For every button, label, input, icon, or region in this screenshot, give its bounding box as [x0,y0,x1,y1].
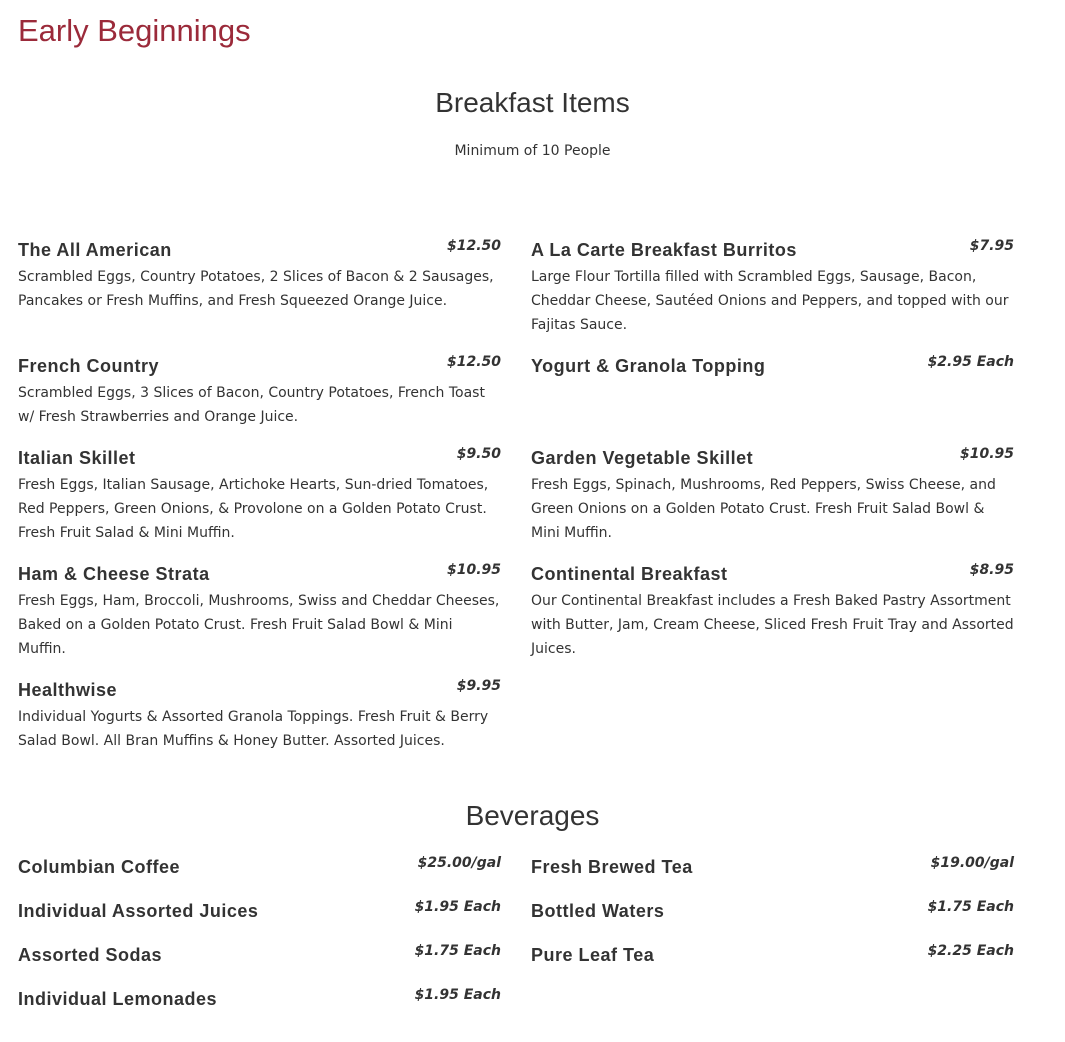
item-name: Fresh Brewed Tea [531,857,693,877]
menu-item-garden-vegetable-skillet [531,446,1014,545]
item-name: Garden Vegetable Skillet [531,448,754,468]
beverage-columbian-coffee [18,855,501,879]
item-price: $12.50 [446,354,501,370]
item-description: Large Flour Tortilla filled with Scrambled Eggs, Sausage, Bacon, Cheddar Cheese, Sautéed Onions and Peppers, and topped with our Fajitas Sauce. [531,269,1009,333]
beverages-section-title: Beverages [465,800,600,831]
menu-item-yogurt-granola-topping [531,354,1014,378]
item-description: Fresh Eggs, Spinach, Mushrooms, Red Peppers, Swiss Cheese, and Green Onions on a Golden Potato Crust. Fresh Fruit Salad Bowl & Mini Muffin. [531,477,996,541]
item-price: $2.25 Each [927,943,1014,959]
breakfast-subtitle: Minimum of 10 People [454,143,611,159]
item-name: Ham & Cheese Strata [18,564,210,584]
item-name: Columbian Coffee [18,857,181,877]
item-price: $7.95 [969,238,1014,254]
menu-item-the-all-american [18,238,501,313]
menu-item-french-country [18,354,501,429]
item-price: $10.95 [446,562,501,578]
item-description: Fresh Eggs, Italian Sausage, Artichoke Hearts, Sun-dried Tomatoes, Red Peppers, Green Onions, & Provolone on a Golden Potato Crust. Fresh Fruit Salad & Mini Muffin. [18,477,489,541]
menu-item-continental-breakfast [531,562,1014,661]
item-price: $25.00/gal [417,855,501,871]
beverage-fresh-brewed-tea [531,855,1014,879]
item-price: $19.00/gal [930,855,1014,871]
beverage-assorted-sodas [18,943,501,967]
item-name: Italian Skillet [18,448,136,468]
item-price: $1.95 Each [414,987,501,1003]
item-name: Continental Breakfast [531,564,728,584]
menu-item-a-la-carte-breakfast-burritos [531,238,1014,337]
item-name: Individual Lemonades [18,989,218,1009]
item-price: $10.95 [959,446,1014,462]
beverage-individual-assorted-juices [18,899,501,923]
beverage-individual-lemonades [18,987,501,1011]
menu-item-ham-cheese-strata [18,562,501,661]
item-name: Yogurt & Granola Topping [531,356,766,376]
menu-item-healthwise [18,678,501,753]
item-name: Pure Leaf Tea [531,945,655,965]
item-price: $1.75 Each [927,899,1014,915]
item-name: Bottled Waters [531,901,665,921]
item-description: Our Continental Breakfast includes a Fresh Baked Pastry Assortment with Butter, Jam, Cream Cheese, Sliced Fresh Fruit Tray and Assorted Juices. [531,593,1014,657]
item-price: $8.95 [969,562,1014,578]
page-title: Early Beginnings [18,13,251,48]
item-name: Individual Assorted Juices [18,901,259,921]
item-price: $2.95 Each [927,354,1014,370]
item-price: $1.75 Each [414,943,501,959]
item-description: Scrambled Eggs, 3 Slices of Bacon, Country Potatoes, French Toast w/ Fresh Strawberries and Orange Juice. [18,385,485,425]
item-price: $9.50 [456,446,501,462]
item-description: Scrambled Eggs, Country Potatoes, 2 Slices of Bacon & 2 Sausages, Pancakes or Fresh Muffins, and Fresh Squeezed Orange Juice. [18,269,494,309]
beverage-pure-leaf-tea [531,943,1014,967]
item-name: Healthwise [18,680,118,700]
item-name: A La Carte Breakfast Burritos [531,240,797,260]
item-price: $9.95 [456,678,501,694]
item-description: Fresh Eggs, Ham, Broccoli, Mushrooms, Swiss and Cheddar Cheeses, Baked on a Golden Potato Crust. Fresh Fruit Salad Bowl & Mini Muffin. [18,593,500,657]
item-description: Individual Yogurts & Assorted Granola Toppings. Fresh Fruit & Berry Salad Bowl. All Bran Muffins & Honey Butter. Assorted Juices. [18,709,489,749]
breakfast-section-title: Breakfast Items [435,87,630,118]
menu-item-italian-skillet [18,446,501,545]
beverage-bottled-waters [531,899,1014,923]
item-price: $1.95 Each [414,899,501,915]
item-name: The All American [18,240,172,260]
item-name: Assorted Sodas [18,945,163,965]
item-price: $12.50 [446,238,501,254]
item-name: French Country [18,356,160,376]
